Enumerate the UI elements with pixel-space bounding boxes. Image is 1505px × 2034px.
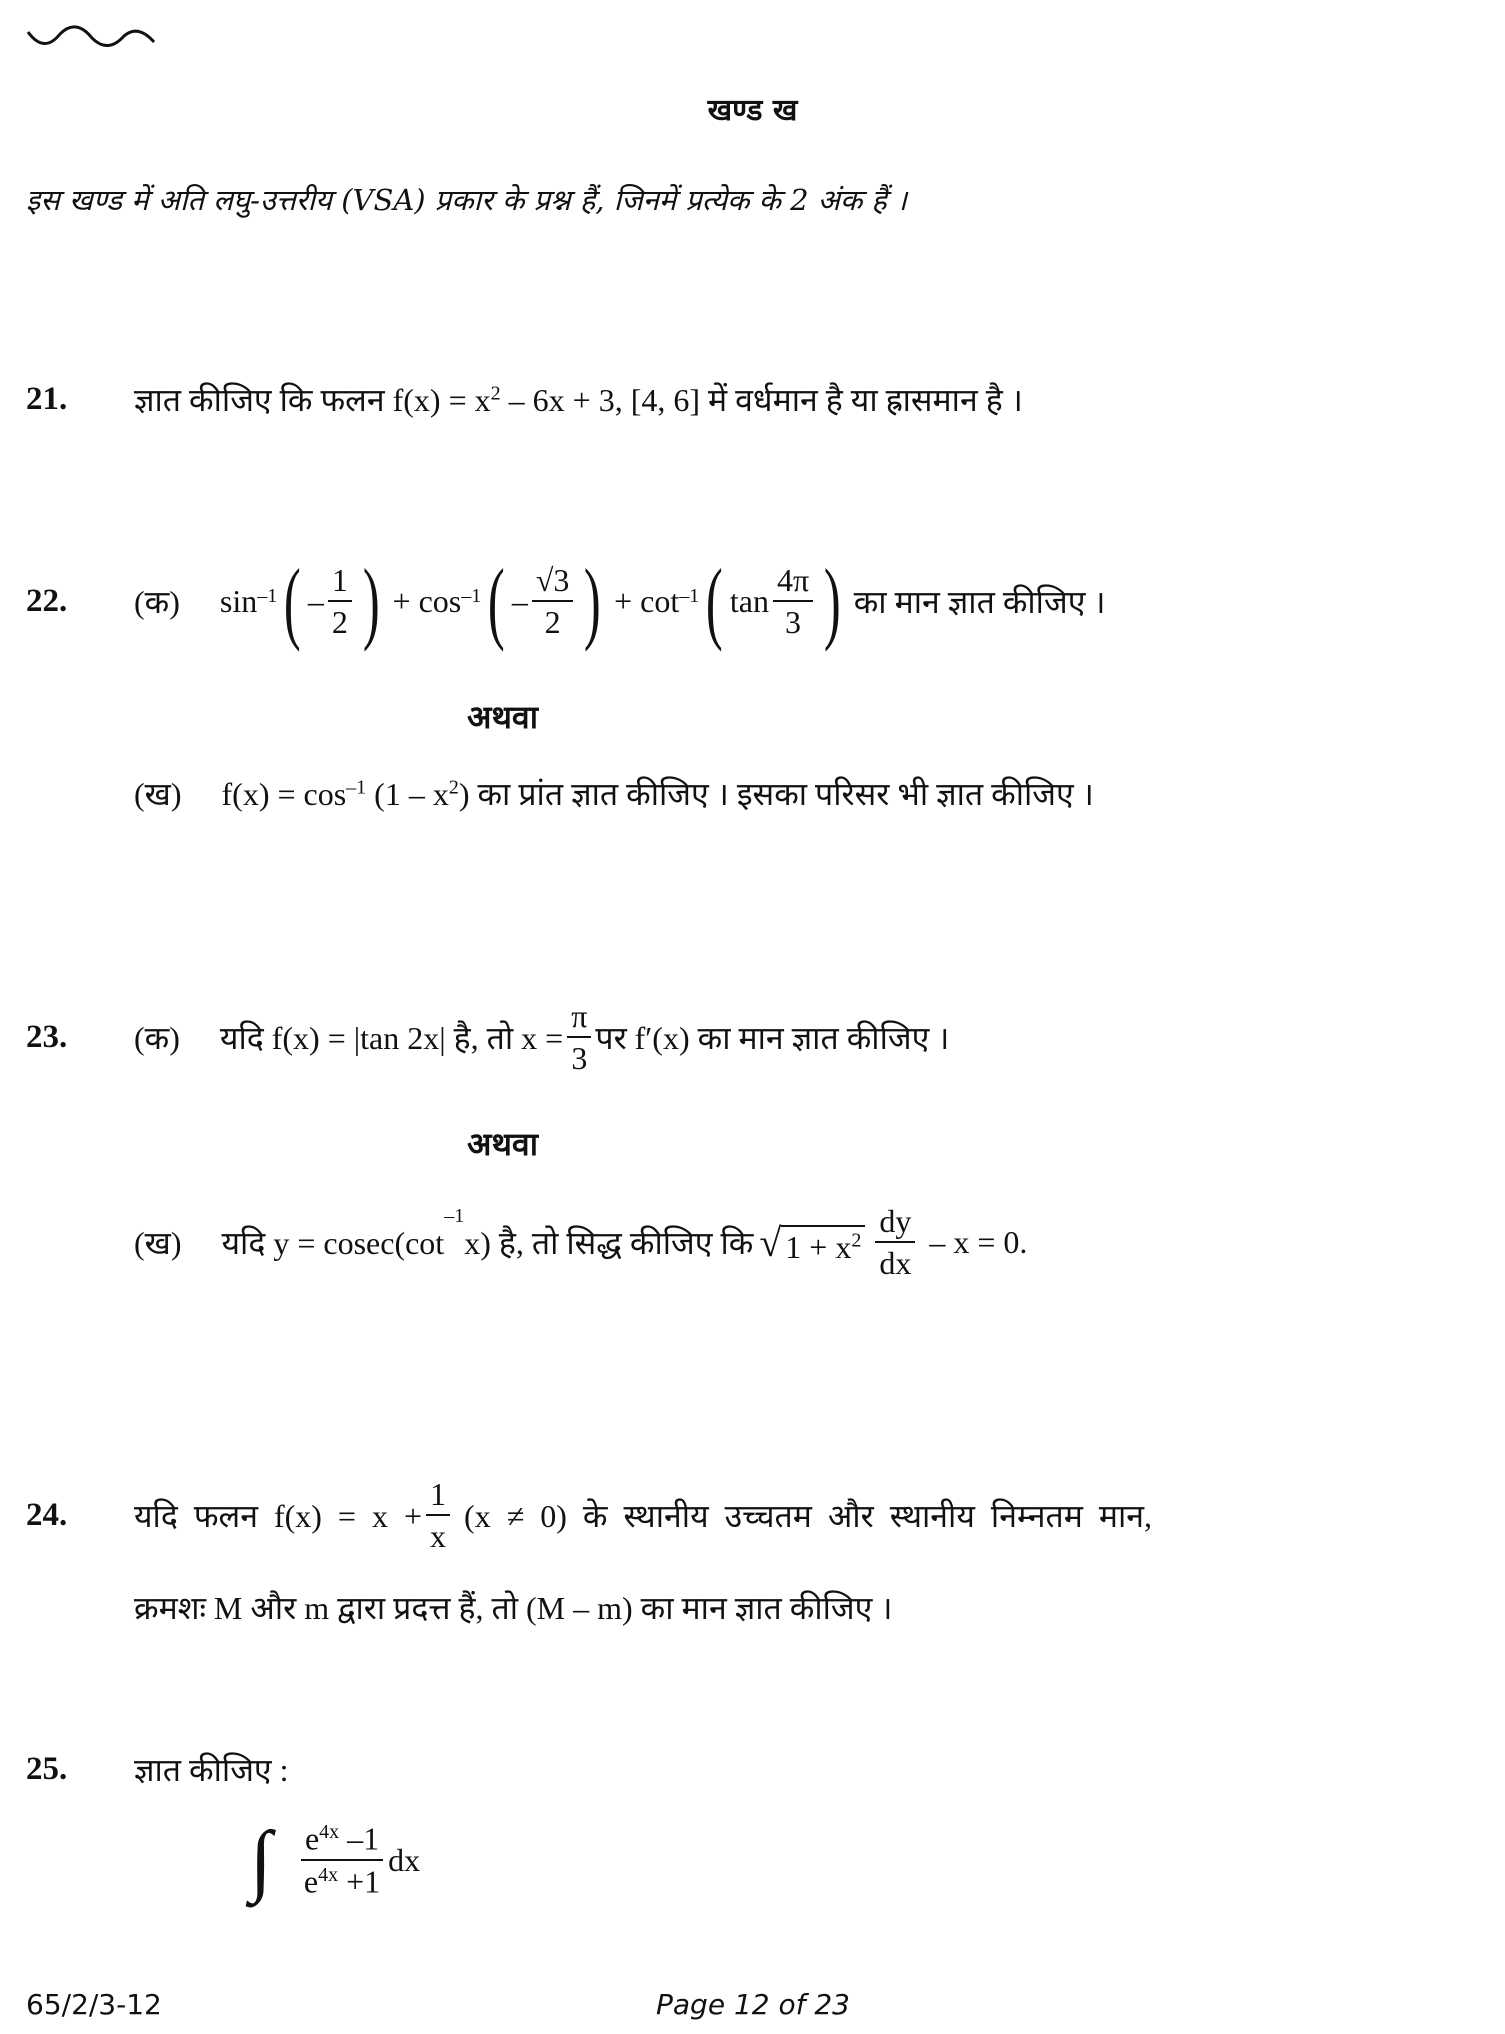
section-intro: इस खण्ड में अति लघु-उत्तरीय (VSA) प्रकार के प्रश्न हैं, जिनमें प्रत्येक के 2 अंक हैं । bbox=[26, 183, 908, 217]
question-text: यदि y = cosec(cot $^{-1}$ x) है, तो सिद्ध कीजिए कि √ $1 + x^2$ $\frac{dy}{dx}$ – x = 0. bbox=[221, 1203, 1028, 1281]
question-text: ज्ञात कीजिए कि फलन $f(x) = x^2 - 6x + 3$, [4, 6] में वर्धमान है या ह्रासमान है । bbox=[134, 382, 1023, 418]
question-number: 24. bbox=[26, 1496, 68, 1533]
question-number: 23. bbox=[26, 1018, 68, 1055]
question-24-line-2: क्रमशः M और m द्वारा प्रदत्त हैं, तो (M – m) का मान ज्ञात कीजिए । bbox=[134, 1590, 893, 1626]
part-label: (ख) bbox=[134, 1224, 182, 1261]
question-23-part-b bbox=[134, 1205, 1027, 1279]
integral-expression: ∫ $\frac{e^{4x} -1}{e^{4x} +1}$ dx bbox=[250, 1816, 421, 1904]
part-label: (क) bbox=[134, 1019, 180, 1056]
integral-sign: ∫ bbox=[250, 1816, 272, 1904]
question-22-part-a bbox=[26, 550, 1106, 652]
question-text: यदि f(x) = |tan 2x| है, तो x = $\frac{\pi}{3}$ पर f′(x) का मान ज्ञात कीजिए । bbox=[219, 998, 950, 1076]
sqrt-expression: √ $1 + x^2$ bbox=[759, 1219, 865, 1266]
question-text: $f(x) = \cos^{-1} (1 - x^2)$ का प्रांत ज्ञात कीजिए । इसका परिसर भी ज्ञात कीजिए । bbox=[221, 776, 1094, 812]
wave-mark-icon bbox=[26, 24, 156, 54]
question-number: 25. bbox=[26, 1751, 68, 1787]
question-number: 21. bbox=[26, 381, 68, 417]
question-25 bbox=[26, 1748, 289, 1791]
or-divider: अथवा bbox=[467, 1125, 538, 1163]
footer-code: 65/2/3-12 bbox=[26, 1988, 162, 2021]
question-21 bbox=[26, 378, 1023, 421]
question-23-part-a bbox=[26, 1000, 949, 1074]
question-number: 22. bbox=[26, 582, 68, 619]
footer-page-number: Page 12 of 23 bbox=[656, 1988, 850, 2021]
or-divider: अथवा bbox=[467, 698, 538, 736]
question-24 bbox=[26, 1478, 1152, 1552]
question-text: ज्ञात कीजिए : bbox=[134, 1752, 289, 1788]
part-label: (क) bbox=[134, 583, 180, 620]
math-expression: sin –1 ( – $\frac{1}{2}$ ) + cos –1 ( – $\frac{√3}{2}$ ) + cot –1 ( tan $\frac{4\pi}{3}$ ) का मान ज्ञात कीजिए । bbox=[219, 550, 1106, 652]
section-heading: खण्ड ख bbox=[707, 93, 798, 128]
question-22-part-b bbox=[134, 772, 1094, 815]
part-label: (ख) bbox=[134, 776, 182, 812]
question-text: यदि फलन f(x) = x + $\frac{1}{x}$ (x ≠ 0) के स्थानीय उच्चतम और स्थानीय निम्नतम मान, bbox=[134, 1476, 1153, 1554]
